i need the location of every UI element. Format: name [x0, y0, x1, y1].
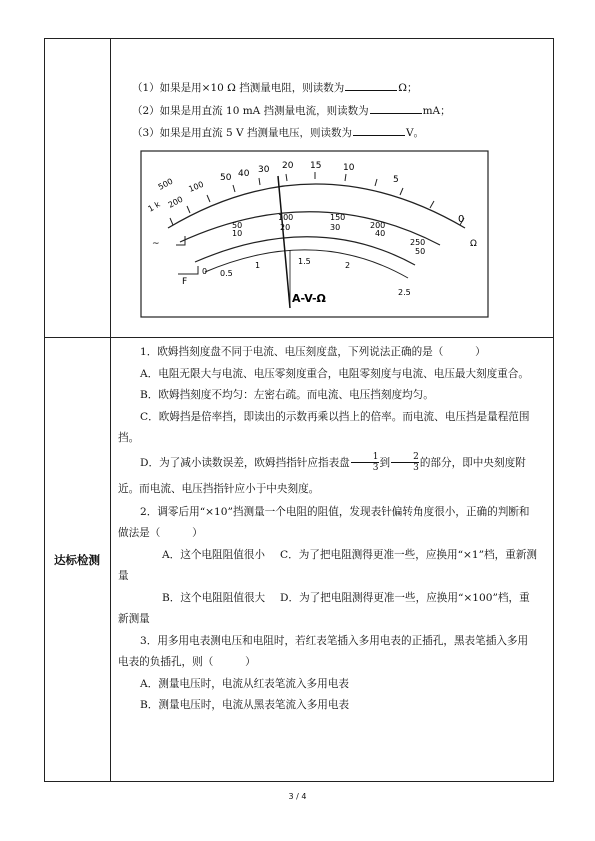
ohm-tick-500: 500 [156, 176, 175, 192]
table-divider-vertical [110, 38, 111, 782]
question-top-3 [132, 125, 424, 140]
dc-small-tick-30: 30 [330, 223, 341, 232]
question-top-1-unit: Ω； [398, 82, 418, 94]
ohm-tick-20: 20 [282, 161, 294, 171]
q1d-text-post: 的部分，即中央刻度附近。而电流、电压挡指针应小于中央刻度。 [118, 456, 526, 495]
ohm-tick-40: 40 [238, 169, 250, 179]
fraction-1-numerator: 1 [351, 452, 379, 463]
dc-small-tick-20: 20 [280, 223, 291, 232]
meter-face-label: A-V-Ω [292, 292, 326, 305]
question-top-1-text: （1）如果是用×10 Ω 挡测量电阻，则读数为 [132, 82, 345, 94]
ohm-tick-50: 50 [220, 173, 232, 183]
question-top-3-text: （3）如果是用直流 5 V 挡测量电压，则读数为 [132, 127, 352, 139]
q2-options-ac [118, 545, 538, 588]
ohm-tick-30: 30 [258, 165, 270, 175]
dc-small-tick-10: 10 [232, 229, 243, 238]
q3-option-b[interactable]: B．测量电压时，电流从黑表笔流入多用电表 [140, 699, 350, 711]
q1-option-b[interactable]: B．欧姆挡刻度不均匀：左密右疏。而电流、电压挡刻度均匀。 [140, 389, 434, 401]
ac-tick-1.5: 1.5 [298, 257, 311, 266]
dc-tick-200: 200 [370, 221, 386, 230]
section-label: 达标检测 [54, 552, 100, 567]
left-label-f: F [182, 277, 188, 287]
q1d-text-pre: D．为了减小读数误差，欧姆挡指针应指表盘 [140, 456, 350, 469]
answer-blank[interactable] [370, 103, 422, 114]
q3-stem: 3．用多用电表测电压和电阻时，若红表笔插入多用电表的正插孔，黑表笔插入多用电表的负插孔，则（ ） [118, 634, 529, 668]
q1d-text-mid: 到 [379, 456, 391, 469]
question-top-1 [132, 80, 417, 95]
ohm-tick-100: 100 [187, 179, 205, 194]
table-divider-horizontal [44, 337, 554, 338]
dc-small-tick-40: 40 [375, 229, 386, 238]
fraction-2-numerator: 2 [391, 452, 419, 463]
q2-option-d[interactable]: D．为了把电阻测得更准一些，应换用“×100”档，重新测量 [118, 591, 530, 625]
question-top-3-unit: V。 [405, 127, 425, 139]
ohm-tick-0: 0 [458, 214, 465, 225]
dc-tick-250: 250 [410, 238, 426, 247]
dc-tick-50: 50 [232, 221, 243, 230]
dc-tick-150: 150 [330, 213, 346, 222]
ac-tick-1: 1 [255, 261, 261, 270]
ac-tick-0: 0 [202, 267, 208, 276]
q1-stem: 1．欧姆挡刻度盘不同于电流、电压刻度盘，下列说法正确的是（ ） [140, 346, 486, 358]
q1-option-d[interactable] [118, 450, 538, 502]
left-label-tilde: ~ [152, 239, 160, 249]
fraction-1-denominator: 3 [372, 463, 379, 473]
q1-option-a[interactable]: A．电阻无限大与电流、电压零刻度重合，电阻零刻度与电流、电压最大刻度重合。 [140, 367, 530, 380]
q2-options-bd [118, 588, 538, 631]
fraction-one-third [351, 452, 379, 473]
omega-label: Ω [470, 239, 477, 249]
ohm-tick-200: 200 [166, 194, 185, 210]
content-area [118, 342, 538, 717]
question-top-2-text: （2）如果是用直流 10 mA 挡测量电流，则读数为 [132, 105, 369, 117]
q2-option-c[interactable]: C．为了把电阻测得更准一些，应换用“×1”档，重新测量 [118, 548, 538, 582]
question-top-2 [132, 103, 451, 118]
ac-tick-0.5: 0.5 [220, 269, 233, 278]
ohm-tick-5: 5 [393, 175, 399, 185]
fraction-two-thirds [391, 452, 419, 473]
ohm-tick-10: 10 [343, 163, 355, 173]
page-number: 3 / 4 [288, 792, 307, 801]
ohm-tick-15: 15 [310, 161, 322, 171]
dc-tick-100: 100 [278, 213, 294, 222]
dc-small-tick-50: 50 [415, 247, 426, 256]
q2-option-a[interactable]: A．这个电阻阻值很小 [162, 548, 265, 561]
q1-option-c[interactable]: C．欧姆挡是倍率挡，即读出的示数再乘以挡上的倍率。而电流、电压挡是量程范围挡。 [118, 410, 530, 444]
ac-tick-2.5: 2.5 [398, 288, 411, 297]
q2-option-b[interactable]: B．这个电阻阻值很大 [162, 591, 266, 604]
meter-pointer [278, 176, 290, 308]
ac-tick-2: 2 [345, 261, 351, 270]
question-top-2-unit: mA； [422, 105, 451, 117]
answer-blank[interactable] [353, 125, 405, 136]
meter-dial-figure [140, 150, 490, 320]
answer-blank[interactable] [345, 80, 397, 91]
q2-stem: 2．调零后用“×10”挡测量一个电阻的阻值，发现表针偏转角度很小，正确的判断和做法是（ ） [118, 505, 530, 539]
fraction-2-denominator: 3 [413, 463, 419, 473]
ohm-tick-1k: 1 k [146, 199, 162, 214]
q3-option-a[interactable]: A．测量电压时，电流从红表笔流入多用电表 [140, 677, 349, 690]
